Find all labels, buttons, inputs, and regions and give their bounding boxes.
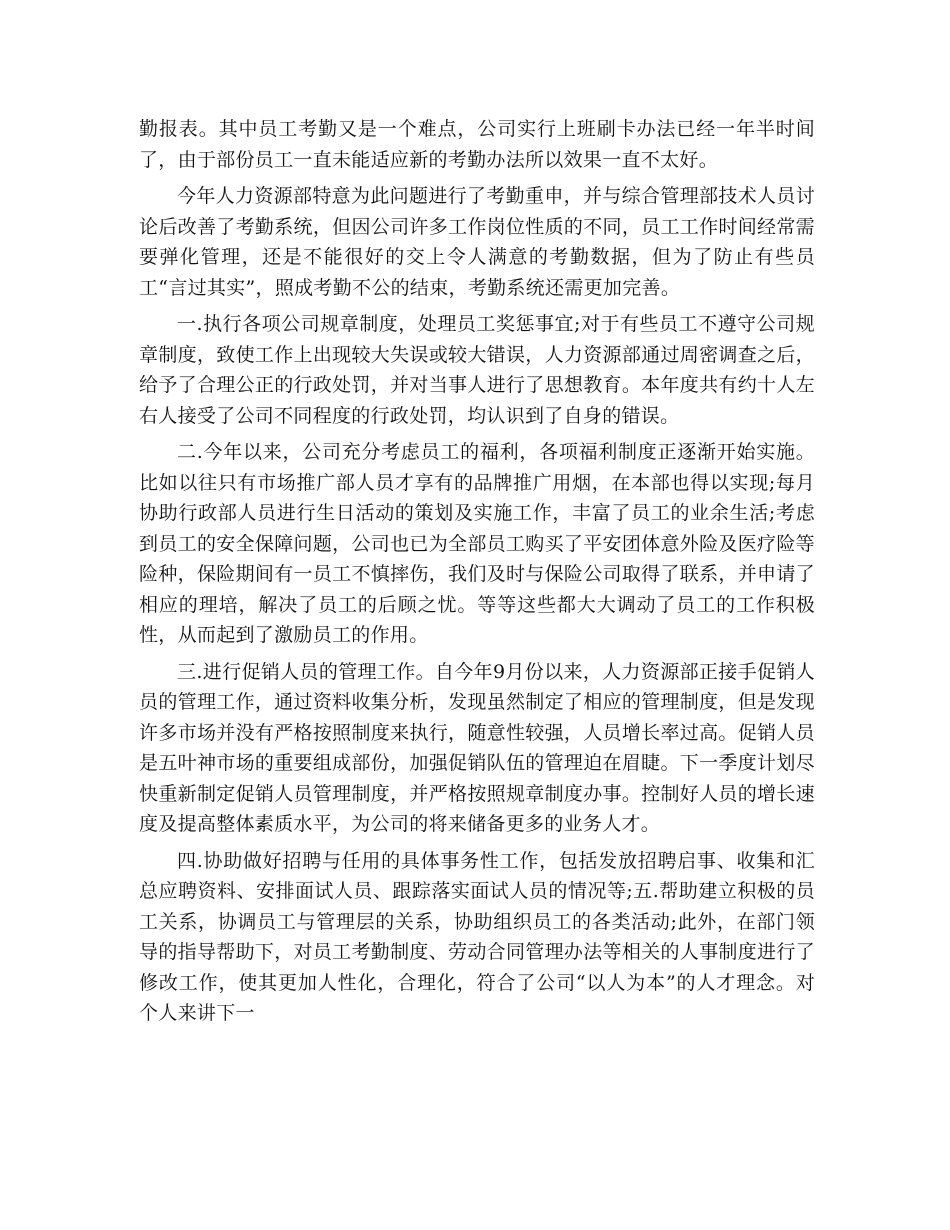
paragraph-item-2-welfare: 二.今年以来，公司充分考虑员工的福利，各项福利制度正逐渐开始实施。比如以往只有市场推广部人员才享有的品牌推广用烟，在本部也得以实现;每月协助行政部人员进行生日活动的策划及实施工作，丰富了员工的业余生活;考虑到员工的安全保障问题，公司也已为全部员工购买了平安团体意外险及医疗险等险种，保险期间有一员工不慎摔伤，我们及时与保险公司取得了联系，并申请了相应的理培，解决了员工的后顾之忧。等等这些都大大调动了员工的工作积极性，从而起到了激励员工的作用。: [139, 441, 815, 646]
paragraph-item-3-promoters: 三.进行促销人员的管理工作。自今年9月份以来，人力资源部正接手促销人员的管理工作，通过资料收集分析，发现虽然制定了相应的管理制度，但是发现许多市场并没有严格按照制度来执行，随意性较强，人员增长率过高。促销人员是五叶神市场的重要组成部份，加强促销队伍的管理迫在眉睫。下一季度计划尽快重新制定促销人员管理制度，并严格按照规章制度办事。控制好人员的增长速度及提高整体素质水平，为公司的将来储备更多的业务人才。: [139, 660, 815, 835]
paragraph-item-1-rules: 一.执行各项公司规章制度，处理员工奖惩事宜;对于有些员工不遵守公司规章制度，致使工作上出现较大失误或较大错误，人力资源部通过周密调查之后，给予了合理公正的行政处罚，并对当事人进行了思想教育。本年度共有约十人左右人接受了公司不同程度的行政处罚，均认识到了自身的错误。: [139, 313, 815, 427]
document-body: [139, 114, 815, 1035]
paragraph-item-4-recruitment: 四.协助做好招聘与任用的具体事务性工作，包括发放招聘启事、收集和汇总应聘资料、安排面试人员、跟踪落实面试人员的情况等;五.帮助建立积极的员工关系，协调员工与管理层的关系，协助组织员工的各类活动;此外，在部门领导的指导帮助下，对员工考勤制度、劳动合同管理办法等相关的人事制度进行了修改工作，使其更加人性化，合理化，符合了公司“以人为本”的人才理念。对个人来讲下一: [139, 849, 815, 1024]
paragraph-attendance-report: 勤报表。其中员工考勤又是一个难点，公司实行上班刷卡办法已经一年半时间了，由于部份员工一直未能适应新的考勤办法所以效果一直不太好。: [139, 118, 815, 171]
paragraph-attendance-system: 今年人力资源部特意为此问题进行了考勤重申，并与综合管理部技术人员讨论后改善了考勤系统，但因公司许多工作岗位性质的不同，员工工作时间经常需要弹化管理，还是不能很好的交上令人满意的考勤数据，但为了防止有些员工“言过其实”，照成考勤不公的结束，考勤系统还需更加完善。: [139, 185, 815, 299]
